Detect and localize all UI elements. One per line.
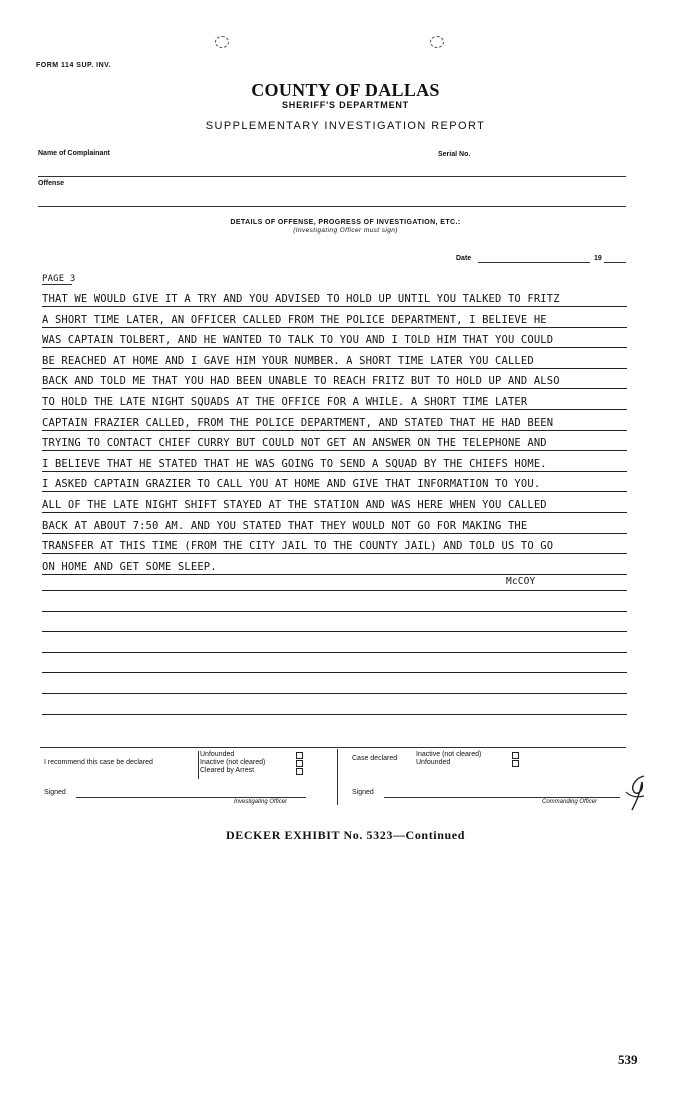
ruled-line (42, 491, 627, 492)
department-title: SHERIFF'S DEPARTMENT (282, 100, 409, 110)
page-label-underline (42, 284, 72, 285)
case-declared-label: Case declared (352, 755, 398, 762)
ruled-line (42, 672, 627, 673)
footer-top-rule (40, 747, 626, 748)
option-label: Inactive (not cleared) (416, 751, 482, 758)
officer-signature: McCOY (506, 576, 536, 587)
date-line (478, 262, 590, 263)
signed-label-right: Signed (352, 789, 374, 796)
checkbox[interactable] (296, 768, 303, 775)
report-title: SUPPLEMENTARY INVESTIGATION REPORT (205, 120, 486, 132)
recommend-label: I recommend this case be declared (44, 759, 153, 766)
ruled-line (42, 368, 627, 369)
details-heading (0, 219, 691, 234)
investigating-officer-label: Investigating Officer (234, 799, 288, 805)
exhibit-caption: DECKER EXHIBIT No. 5323—Continued (226, 828, 465, 842)
checkbox[interactable] (512, 752, 519, 759)
option-inactive-right[interactable] (416, 751, 546, 759)
punch-hole-mark (430, 36, 444, 48)
ruled-line (42, 409, 627, 410)
ruled-line (42, 553, 627, 554)
ruled-line (42, 430, 627, 431)
serial-label: Serial No. (438, 151, 471, 158)
option-unfounded-right[interactable] (416, 759, 546, 767)
ruled-line (42, 450, 627, 451)
case-options (416, 751, 546, 767)
ruled-line (42, 714, 627, 715)
narrative-line: BACK AND TOLD ME THAT YOU HAD BEEN UNABLE TO REACH FRITZ BUT TO HOLD UP AND ALSO (42, 375, 560, 388)
narrative-line: WAS CAPTAIN TOLBERT, AND HE WANTED TO TALK TO YOU AND I TOLD HIM THAT YOU COULD (42, 334, 554, 347)
date-label: Date (456, 255, 472, 262)
ruled-line (42, 512, 627, 513)
option-label: Unfounded (416, 759, 451, 766)
narrative-line: BE REACHED AT HOME AND I GAVE HIM YOUR NUMBER. A SHORT TIME LATER YOU CALLED (42, 354, 534, 367)
ruled-line (42, 590, 627, 591)
handwritten-initial-mark (614, 772, 660, 812)
ruled-line (42, 631, 627, 632)
signed-label-left: Signed (44, 789, 66, 796)
offense-rule (38, 176, 626, 177)
option-cleared-left[interactable] (200, 767, 330, 775)
narrative-line: THAT WE WOULD GIVE IT A TRY AND YOU ADVISED TO HOLD UP UNTIL YOU TALKED TO FRITZ (42, 293, 560, 305)
narrative-line: TO HOLD THE LATE NIGHT SQUADS AT THE OFFICE FOR A WHILE. A SHORT TIME LATER (42, 396, 528, 408)
commanding-officer-label: Commanding Officer (542, 799, 598, 805)
narrative-line: BACK AT ABOUT 7:50 AM. AND YOU STATED THAT THEY WOULD NOT GO FOR MAKING THE (42, 519, 528, 532)
page-label: PAGE 3 (42, 274, 76, 284)
details-heading-text: DETAILS OF OFFENSE, PROGRESS OF INVESTIGATION, ETC.: (230, 219, 461, 226)
footer-divider (337, 749, 338, 805)
form-number: FORM 114 SUP. INV. (36, 62, 112, 69)
option-label: Unfounded (200, 751, 235, 758)
ruled-line (42, 471, 627, 472)
punch-hole-mark (215, 36, 229, 48)
ruled-line (42, 347, 627, 348)
offense-line (38, 206, 626, 207)
ruled-line (42, 693, 627, 694)
ruled-line (42, 388, 627, 389)
option-label: Cleared by Arrest (200, 767, 255, 774)
ruled-line (42, 533, 627, 534)
ruled-line (42, 574, 627, 575)
ruled-line (42, 652, 627, 653)
county-title: COUNTY OF DALLAS (251, 80, 440, 100)
narrative-line: I ASKED CAPTAIN GRAZIER TO CALL YOU AT HOME AND GIVE THAT INFORMATION TO YOU. (42, 478, 541, 491)
narrative-line: I BELIEVE THAT HE STATED THAT HE WAS GOING TO SEND A SQUAD BY THE CHIEFS HOME. (42, 457, 547, 470)
ruled-line (42, 327, 627, 328)
narrative-line: ON HOME AND GET SOME SLEEP. (42, 560, 217, 573)
ruled-line (42, 306, 627, 307)
recommend-options (200, 751, 330, 775)
page-number: 539 (618, 1052, 638, 1067)
offense-label: Offense (38, 180, 65, 187)
option-label: Inactive (not cleared) (200, 759, 266, 766)
complainant-label: Name of Complainant (38, 150, 110, 157)
narrative-line: CAPTAIN FRAZIER CALLED, FROM THE POLICE DEPARTMENT, AND STATED THAT HE HAD BEEN (42, 416, 554, 429)
narrative-line: TRYING TO CONTACT CHIEF CURRY BUT COULD NOT GET AN ANSWER ON THE TELEPHONE AND (42, 437, 547, 450)
year-line (604, 262, 626, 263)
checkbox[interactable] (512, 760, 519, 767)
ruled-line (42, 611, 627, 612)
option-inactive-left[interactable] (200, 759, 330, 767)
checkbox[interactable] (296, 752, 303, 759)
narrative-line: A SHORT TIME LATER, AN OFFICER CALLED FROM THE POLICE DEPARTMENT, I BELIEVE HE (42, 313, 547, 326)
option-unfounded-left[interactable] (200, 751, 330, 759)
checkbox[interactable] (296, 760, 303, 767)
narrative-line: ALL OF THE LATE NIGHT SHIFT STAYED AT THE STATION AND WAS HERE WHEN YOU CALLED (42, 499, 547, 511)
year-label: 19 (594, 255, 602, 262)
narrative-line: TRANSFER AT THIS TIME (FROM THE CITY JAIL TO THE COUNTY JAIL) AND TOLD US TO GO (42, 540, 554, 553)
details-note: (Investigating Officer must sign) (293, 227, 398, 234)
